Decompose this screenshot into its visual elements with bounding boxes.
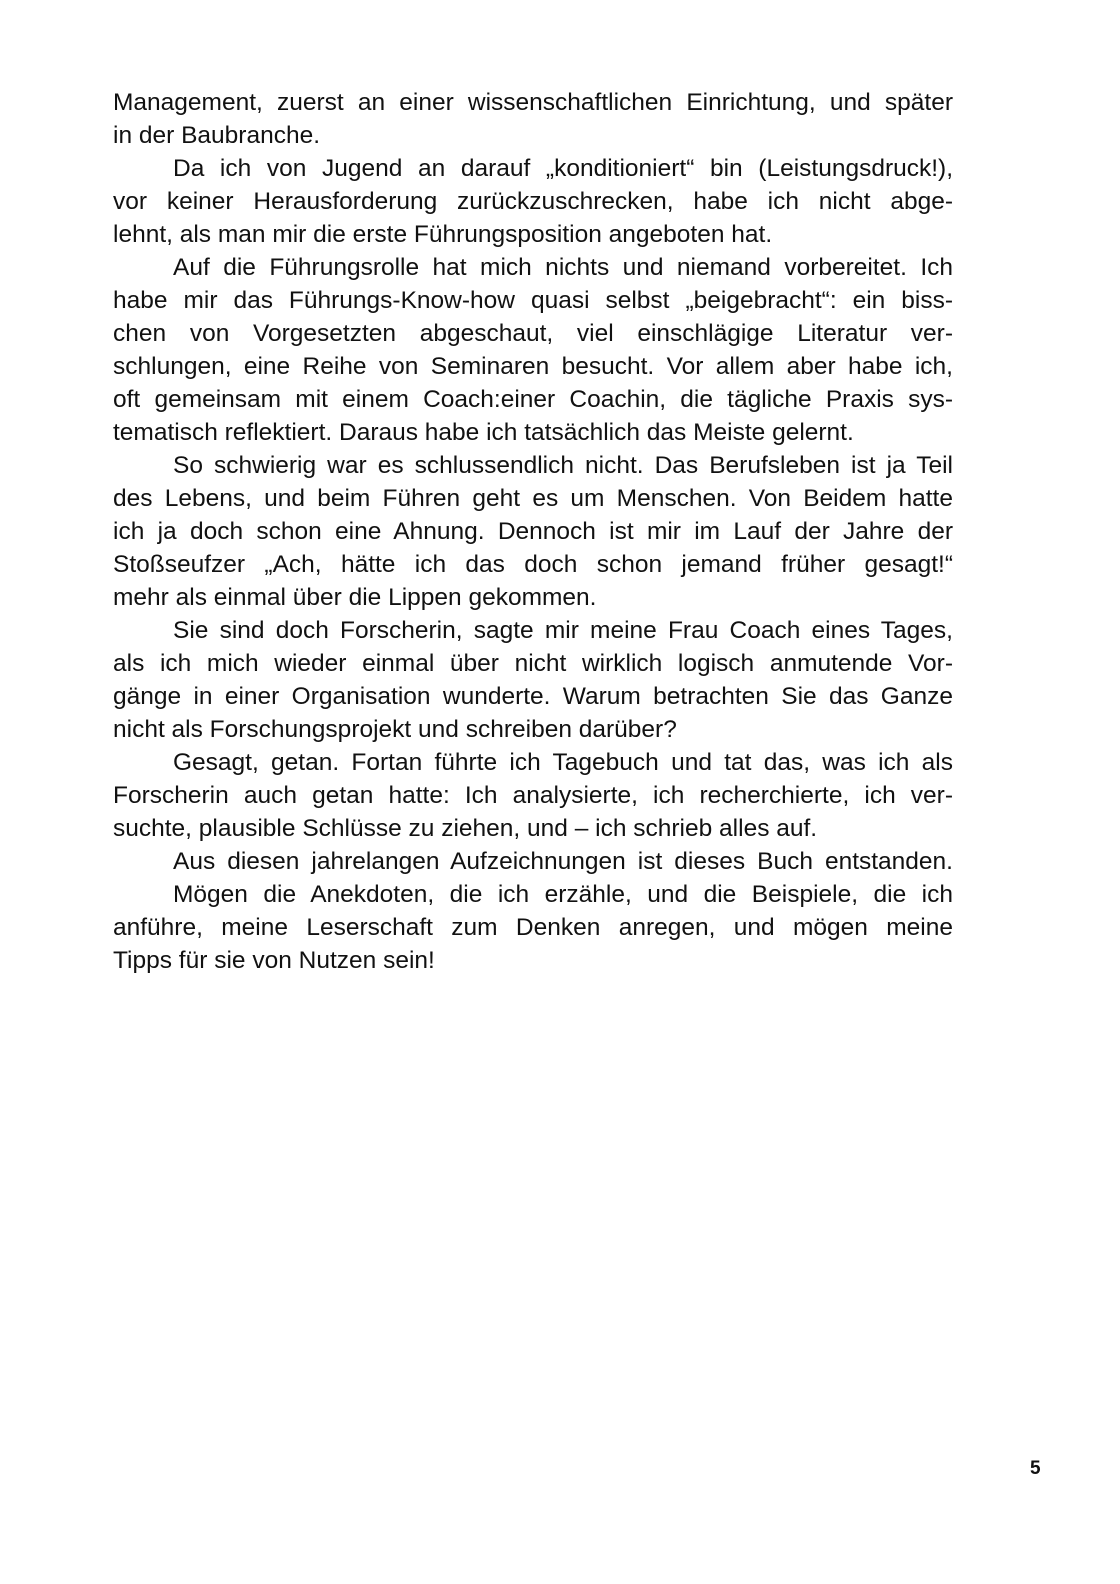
text-line: schlungen, eine Reihe von Seminaren besucht. Vor allem aber habe ich, [113,353,953,380]
text-line: Da ich von Jugend an darauf „konditioniert“ bin (Leistungsdruck!), [173,155,953,182]
text-line: Tipps für sie von Nutzen sein! [113,947,435,974]
text-line: in der Baubranche. [113,122,321,149]
text-line: mehr als einmal über die Lippen gekommen. [113,584,597,611]
text-line: des Lebens, und beim Führen geht es um Menschen. Von Beidem hatte [113,485,953,512]
text-line: Forscherin auch getan hatte: Ich analysierte, ich recherchierte, ich ver- [113,782,953,809]
text-line: gänge in einer Organisation wunderte. Warum betrachten Sie das Ganze [113,683,953,710]
text-line: habe mir das Führungs-Know-how quasi selbst „beigebracht“: ein biss- [113,287,953,314]
text-line: Mögen die Anekdoten, die ich erzähle, und die Beispiele, die ich [173,881,953,908]
text-line: Aus diesen jahrelangen Aufzeichnungen ist dieses Buch entstanden. [173,848,953,875]
text-line: So schwierig war es schlussendlich nicht. Das Berufsleben ist ja Teil [173,452,953,479]
text-line: Auf die Führungsrolle hat mich nichts und niemand vorbereitet. Ich [173,254,953,281]
text-line: tematisch reflektiert. Daraus habe ich tatsächlich das Meiste gelernt. [113,419,854,446]
text-line: ich ja doch schon eine Ahnung. Dennoch ist mir im Lauf der Jahre der [113,518,953,545]
text-line: Management, zuerst an einer wissenschaftlichen Einrichtung, und später [113,89,953,116]
text-line: Gesagt, getan. Fortan führte ich Tagebuch und tat das, was ich als [173,749,953,776]
text-line: Sie sind doch Forscherin, sagte mir meine Frau Coach eines Tages, [173,617,953,644]
page-number: 5 [1030,1458,1041,1479]
text-line: Stoßseufzer „Ach, hätte ich das doch schon jemand früher gesagt!“ [113,551,953,578]
text-line: anführe, meine Leserschaft zum Denken anregen, und mögen meine [113,914,953,941]
text-line: vor keiner Herausforderung zurückzuschrecken, habe ich nicht abge- [113,188,953,215]
text-line: lehnt, als man mir die erste Führungsposition angeboten hat. [113,221,773,248]
text-line: suchte, plausible Schlüsse zu ziehen, und – ich schrieb alles auf. [113,815,818,842]
text-line: oft gemeinsam mit einem Coach:einer Coachin, die tägliche Praxis sys- [113,386,953,413]
text-line: nicht als Forschungsprojekt und schreiben darüber? [113,716,677,743]
text-line: als ich mich wieder einmal über nicht wirklich logisch anmutende Vor- [113,650,953,677]
body-text [113,86,953,977]
text-line: chen von Vorgesetzten abgeschaut, viel einschlägige Literatur ver- [113,320,953,347]
